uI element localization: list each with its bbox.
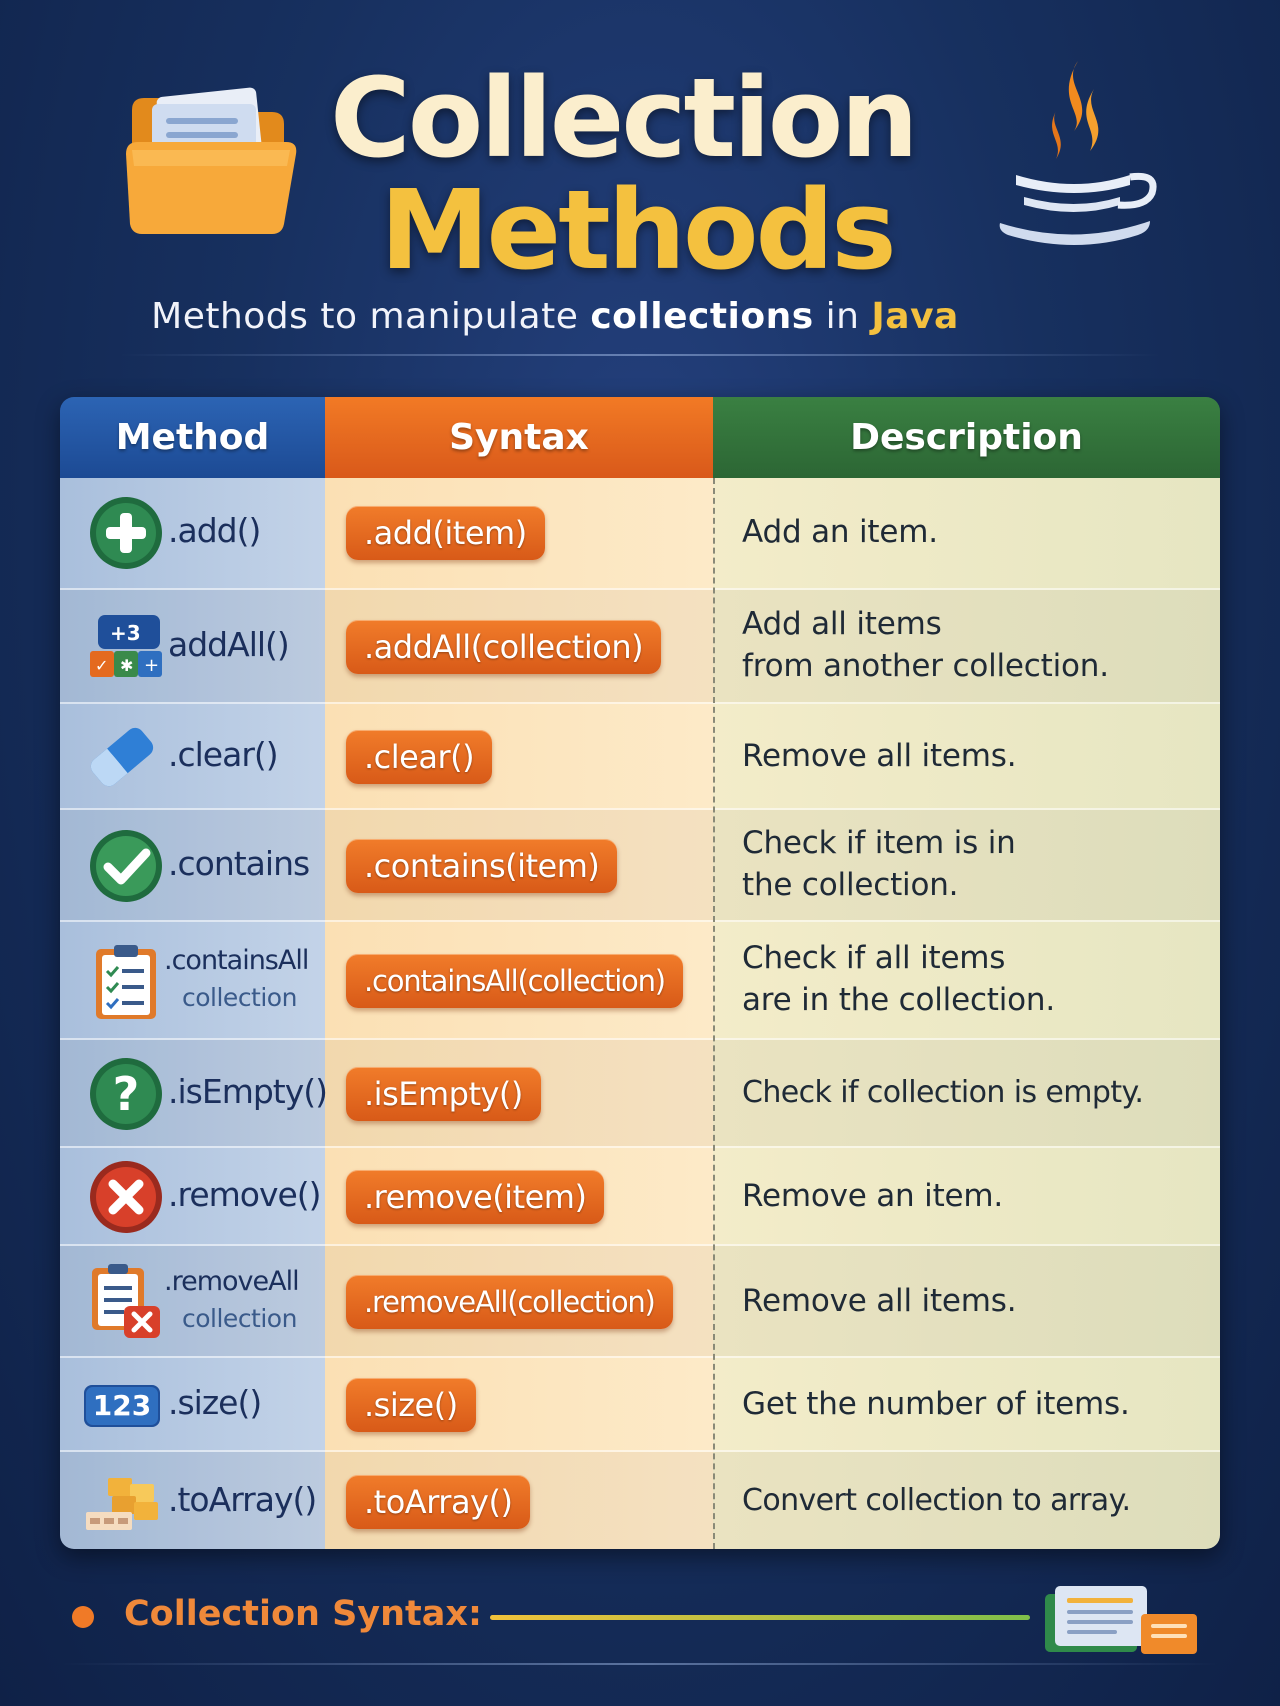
java-cup-icon [990, 55, 1160, 265]
description-line-1: Check if all items [742, 940, 1006, 976]
method-name: .toArray() [168, 1479, 317, 1519]
svg-text:+3: +3 [110, 621, 141, 645]
check-circle-icon [86, 826, 166, 906]
svg-text:123: 123 [92, 1389, 152, 1422]
method-subtext: collection [182, 1304, 297, 1333]
syntax-badge: .removeAll(collection) [346, 1275, 673, 1329]
subtitle-java: Java [871, 296, 959, 337]
math-blocks-icon [86, 607, 166, 687]
method-name: .add() [168, 511, 261, 550]
svg-text:?: ? [112, 1067, 140, 1121]
footer-divider [60, 1663, 1220, 1665]
header-divider [120, 354, 1160, 356]
method-cell [60, 478, 325, 588]
svg-text:✱: ✱ [120, 656, 134, 675]
folder-icon [122, 70, 302, 250]
table-row [60, 702, 1220, 808]
description: Convert collection to array. [742, 1482, 1131, 1518]
description: Get the number of items. [742, 1386, 1130, 1422]
description: Remove an item. [742, 1178, 1004, 1214]
syntax-badge: .containsAll(collection) [346, 954, 683, 1008]
subtitle [0, 296, 1110, 337]
description-line-2: from another collection. [742, 648, 1109, 684]
method-subtext: collection [182, 983, 297, 1012]
syntax-badge: .size() [346, 1378, 476, 1432]
column-header-syntax: Syntax [325, 397, 713, 478]
table-row [60, 1356, 1220, 1450]
description-line-2: are in the collection. [742, 982, 1056, 1018]
method-name: .remove() [168, 1175, 321, 1214]
syntax-badge: .contains(item) [346, 839, 617, 893]
table-row [60, 1450, 1220, 1549]
table-row [60, 478, 1220, 588]
footer-bullet [72, 1606, 94, 1628]
column-header-description: Description [713, 397, 1220, 478]
syntax-badge: .remove(item) [346, 1170, 604, 1224]
table-header-row [60, 397, 1220, 478]
x-circle-icon [86, 1157, 166, 1237]
table-row [60, 588, 1220, 702]
syntax-badge: .toArray() [346, 1475, 530, 1529]
method-cell [60, 704, 325, 808]
description: Remove all items. [742, 738, 1017, 774]
description: Add an item. [742, 514, 938, 550]
header [0, 0, 1280, 360]
checklist-clipboard-icon [86, 941, 166, 1021]
footer-label: Collection Syntax: [124, 1594, 482, 1634]
title-line-1: Collection [330, 54, 916, 182]
method-cell [60, 1246, 325, 1356]
svg-text:✓: ✓ [95, 656, 109, 675]
column-separator [713, 478, 715, 1549]
method-cell [60, 810, 325, 920]
methods-table [60, 397, 1220, 1549]
question-circle-icon [86, 1054, 166, 1134]
svg-text:+: + [144, 655, 160, 676]
method-name: .size() [168, 1383, 262, 1422]
column-header-method: Method [60, 397, 325, 478]
method-cell [60, 922, 325, 1038]
subtitle-bold: collections [590, 296, 814, 337]
subtitle-part-1: Methods to manipulate [151, 296, 591, 337]
footer-line [490, 1615, 1030, 1620]
number-123-icon [82, 1365, 162, 1445]
description: Remove all items. [742, 1283, 1017, 1319]
description-line-2: the collection. [742, 867, 959, 903]
method-name: addAll() [168, 625, 289, 664]
description: Check if collection is empty. [742, 1075, 1144, 1110]
method-name: .isEmpty() [168, 1072, 328, 1111]
eraser-icon [82, 717, 162, 797]
documents-icon [1035, 1580, 1205, 1660]
table-row [60, 1038, 1220, 1146]
array-blocks-icon [82, 1462, 162, 1542]
description-line-1: Add all items [742, 606, 942, 642]
syntax-badge: .clear() [346, 730, 492, 784]
method-name: .removeAll [164, 1266, 299, 1297]
method-name: .clear() [168, 735, 278, 774]
table-row [60, 920, 1220, 1038]
title-line-2: Methods [380, 166, 894, 294]
method-name: .contains [168, 844, 310, 883]
method-cell [60, 1452, 325, 1549]
method-cell [60, 1040, 328, 1146]
plus-circle-icon [86, 493, 166, 573]
method-cell [60, 1358, 325, 1450]
description-line-1: Check if item is in [742, 825, 1016, 861]
syntax-badge: .addAll(collection) [346, 620, 661, 674]
syntax-badge: .isEmpty() [346, 1067, 541, 1121]
method-cell [60, 590, 325, 702]
table-row [60, 1244, 1220, 1356]
method-cell [60, 1148, 325, 1244]
table-row [60, 1146, 1220, 1244]
method-name: .containsAll [164, 945, 309, 976]
syntax-badge: .add(item) [346, 506, 545, 560]
clipboard-x-icon [86, 1262, 166, 1342]
subtitle-part-2: in [813, 296, 872, 337]
table-row [60, 808, 1220, 920]
